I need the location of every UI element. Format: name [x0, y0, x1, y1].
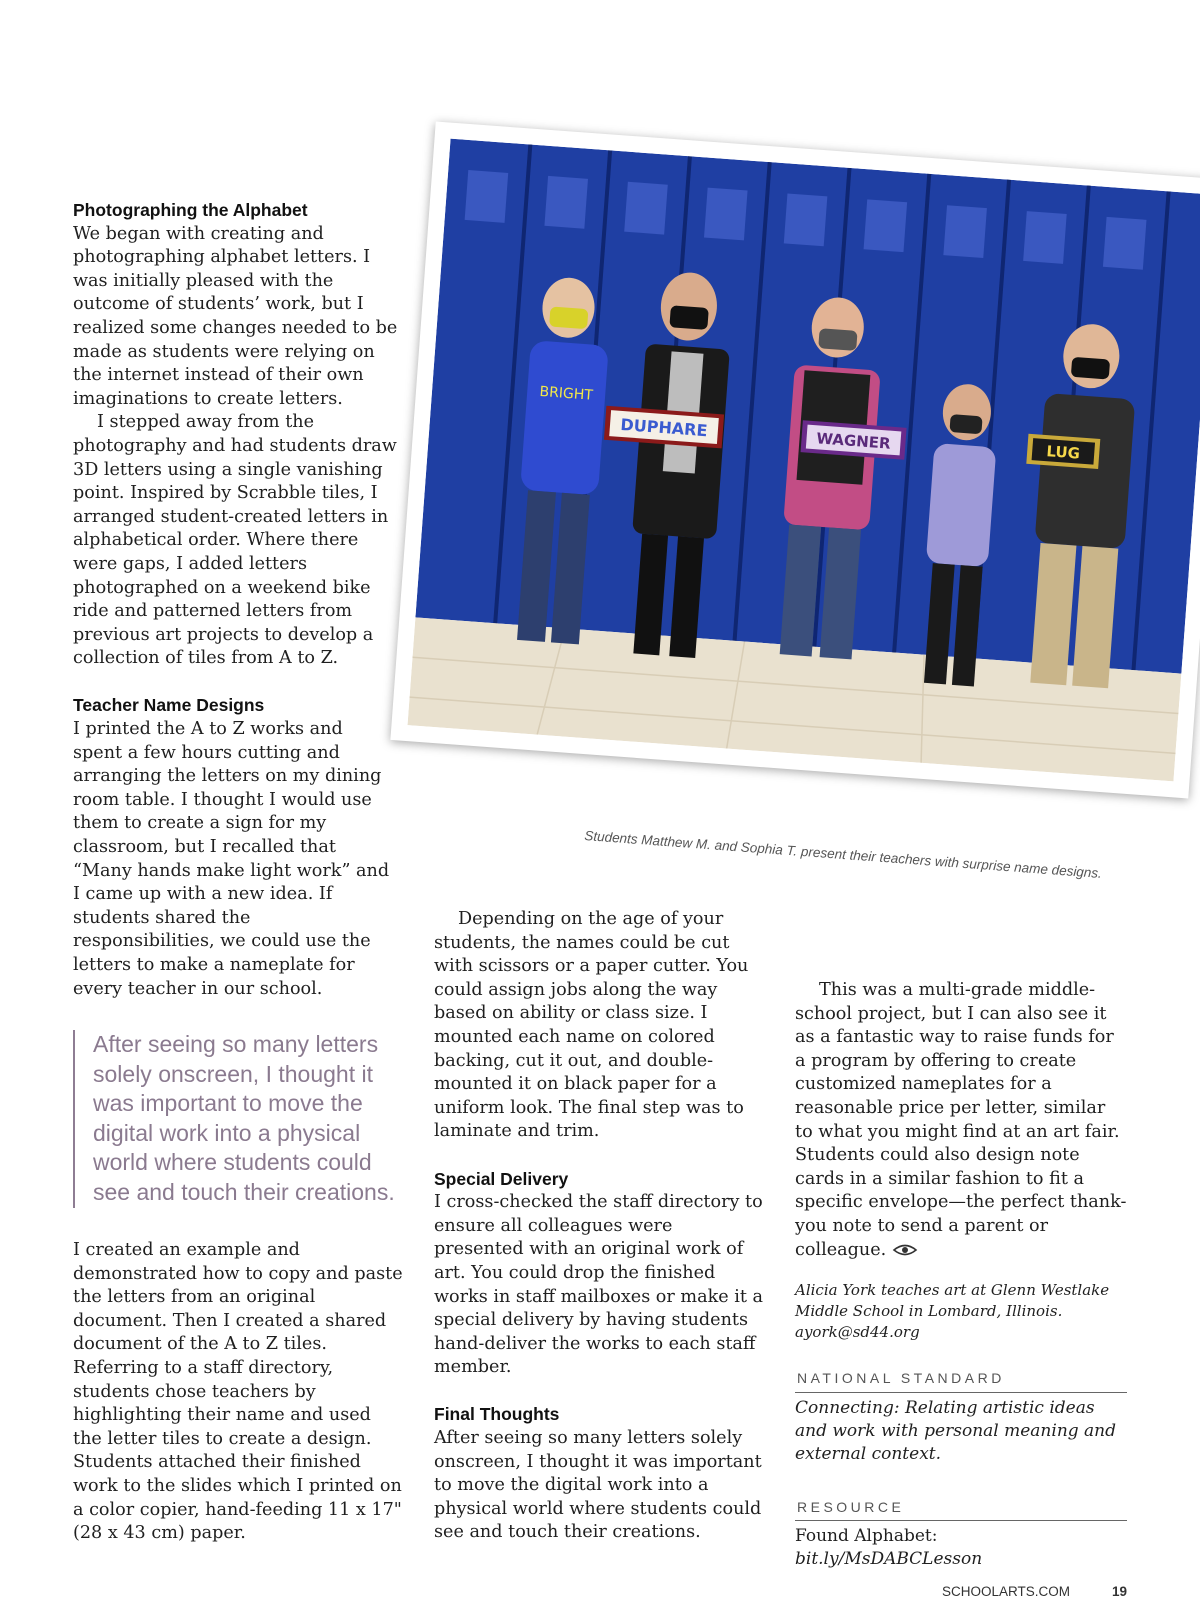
- national-standard-text: Connecting: Relating artistic ideas and work with personal meaning and external context.: [795, 1397, 1117, 1464]
- photo-frame: [390, 122, 1200, 799]
- national-standard-label: NATIONAL STANDARD: [795, 1367, 1127, 1393]
- left-column-lower: [73, 1239, 403, 1546]
- paragraph-photographing-1: We began with creating and photographing alphabet letters. I was initially pleased with the outcome of students’ work, but I realized some changes needed to be made as students were relying on the internet instead of their own imaginations to create letters.: [73, 223, 398, 409]
- left-column: [73, 199, 403, 1001]
- resource-label: RESOURCE: [795, 1496, 1127, 1522]
- photo-caption: Students Matthew M. and Sophia T. present their teachers with surprise name designs.: [583, 828, 1103, 881]
- paragraph-final-thoughts: After seeing so many letters solely onscreen, I thought it was important to move the digital work into a physical world where students could see and touch their creations.: [434, 1428, 762, 1543]
- sign-text-1: DUPHARE: [619, 414, 709, 441]
- footer-site: SCHOOLARTS.COM: [942, 1584, 1071, 1599]
- pull-quote: After seeing so many letters solely onscreen, I thought it was important to move the digital work into a physical world where students could see and touch their creations.: [73, 1030, 413, 1208]
- end-mark-icon: [892, 1243, 918, 1257]
- heading-teacher-names: Teacher Name Designs: [73, 695, 265, 716]
- paragraph-teacher-names: [73, 718, 395, 1001]
- heading-special-delivery: Special Delivery: [434, 1168, 569, 1189]
- middle-column: [434, 908, 764, 1545]
- name-sign-3: [1026, 434, 1100, 469]
- paragraph-special-delivery: I cross-checked the staff directory to ensure all colleagues were presented with an original work of art. You could drop the finished works in staff mailboxes or make it a special delivery by having students hand-deliver the works to each staff member.: [434, 1192, 764, 1378]
- sign-text-3: LUG: [1045, 442, 1081, 463]
- paragraph-photographing-2: I stepped away from the photography and had students draw 3D letters using a single vanishing point. Inspired by Scrabble tiles, I arranged student-created letters in alphabetical order. Where there were gaps, I added letters photographed on a weekend bike ride and patterned letters from previous art projects to develop a collection of tiles from A to Z.: [73, 412, 397, 669]
- paragraph-example: I created an example and demonstrated how to copy and paste the letters from an original document. Then I created a shared document of the A to Z tiles. Referring to a staff directory, students chose teachers by highlighting their name and used the letter tiles to create a design. Students attached their finished work to the slides which I printed on a color copier, hand-feeding 11 x 17" (28 x 43 cm) paper.: [73, 1240, 403, 1544]
- heading-final-thoughts: Final Thoughts: [434, 1404, 560, 1425]
- teacher-names-text: I printed the A to Z works and spent a few hours cutting and arranging the letters on my dining room table. I thought I would use them to create a sign for my classroom, but I recalled that “Many hands make light work” and I came up with a new idea. If students shared the responsibilities, we could use the letters to make a nameplate for every teacher in our school.: [73, 719, 390, 999]
- right-column: [795, 979, 1127, 1571]
- author-bio: Alicia York teaches art at Glenn Westlake Middle School in Lombard, Illinois. ayork@sd44.org: [795, 1281, 1110, 1342]
- resource-line: [795, 1525, 1127, 1571]
- shirt-text: BRIGHT: [538, 383, 594, 404]
- classroom-photo: [407, 139, 1200, 782]
- page-number: 19: [1112, 1584, 1128, 1599]
- multigrade-text: This was a multi-grade middle-school project, but I can also see it as a fantastic way to raise funds for a program by offering to create customized nameplates for a reasonable price per letter, similar to what you might find at an art fair. Students could also design note cards in a similar fashion to fit a specific envelope—the perfect thank-you note to send a parent or colleague.: [795, 980, 1127, 1260]
- resource-link[interactable]: bit.ly/MsDABCLesson: [795, 1549, 983, 1570]
- resource-prefix: Found Alphabet:: [795, 1526, 938, 1547]
- sign-text-2: WAGNER: [815, 429, 892, 453]
- paragraph-depending: Depending on the age of your students, the names could be cut with scissors or a paper cutter. You could assign jobs along the way based on ability or class size. I mounted each name on colored backing, cut it out, and double-mounted it on black paper for a uniform look. The final step was to laminate and trim.: [434, 909, 749, 1142]
- paragraph-multigrade: [795, 979, 1127, 1262]
- heading-photographing: Photographing the Alphabet: [73, 200, 308, 220]
